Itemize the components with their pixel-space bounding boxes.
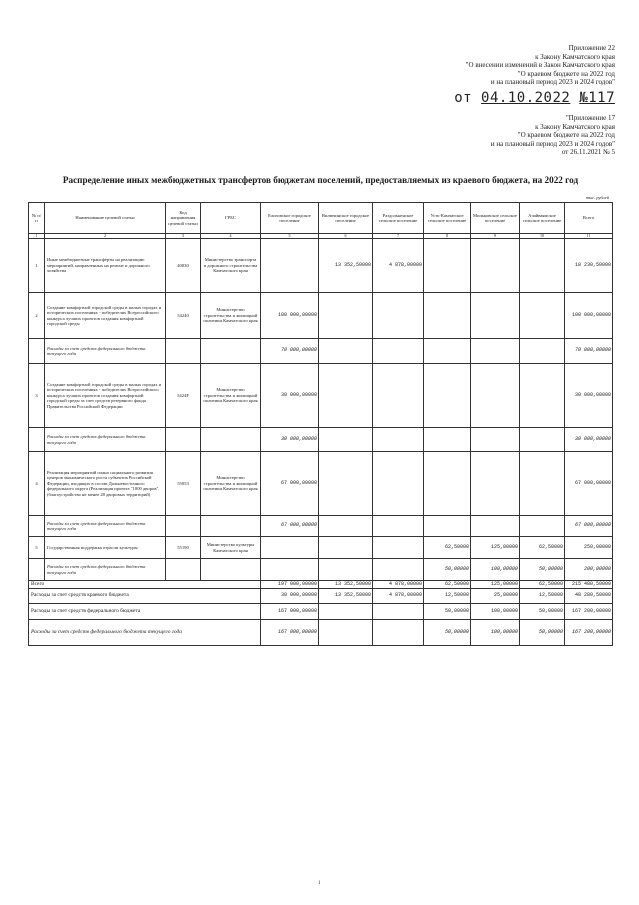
cell-value (520, 452, 565, 516)
cell-value (471, 293, 520, 339)
cell-value (471, 516, 520, 537)
cell-value: 62,50000 (520, 581, 565, 589)
row-code (166, 559, 201, 581)
cell-value (261, 559, 319, 581)
cell-value (373, 452, 424, 516)
cell-value (319, 293, 373, 339)
appendix-header-line: "О внесении изменений в Закон Камчатского края (465, 61, 615, 70)
header-cell: Ачайваямское сельское поселение (520, 203, 565, 234)
column-number: 1 (29, 234, 45, 239)
table-row (29, 239, 613, 293)
row-code: 5424F (166, 364, 201, 428)
appendix-header-line: Приложение 22 (568, 44, 615, 52)
cell-value (319, 537, 373, 559)
cell-value: 100,00000 (471, 559, 520, 581)
cell-value (424, 239, 471, 293)
row-number: 5 (29, 537, 45, 559)
row-name: Создание комфортной городской среды в малых городах и исторических поселениях - победителях Всероссийского конкурса лучших проектов создания комфортной городской среды (45, 293, 166, 339)
cell-value (471, 452, 520, 516)
table-row (29, 537, 613, 559)
cell-value: 62,50000 (424, 581, 471, 589)
cell-value (373, 293, 424, 339)
cell-total: 167 200,00000 (565, 604, 613, 620)
stamp-date: 04.10.2022 (481, 90, 571, 106)
cell-value (520, 239, 565, 293)
row-grbs: Министерство строительства и жилищной политики Камчатского края (201, 293, 261, 339)
row-code: 40030 (166, 239, 201, 293)
row-name: Расходы за счет средств федерального бюджета текущего года (45, 559, 166, 581)
row-grbs: Министерство транспорта и дорожного строительства Камчатского края (201, 239, 261, 293)
cell-value: 167 000,00000 (261, 604, 319, 620)
totals-row (29, 589, 613, 604)
stamp-number: №117 (579, 90, 615, 106)
row-name: Реализация мероприятий плана социального развития центров экономического роста субъектов Российской Федерации, входящих в состав Дальневосточного федерального округа (Реализация проекта "1000 дворов" (благоустройство не менее 28 дворовых территорий) (45, 452, 166, 516)
cell-value: 30 000,00000 (261, 589, 319, 604)
original-header-line: к Закону Камчатского края (535, 122, 615, 131)
cell-total: 30 000,00000 (565, 428, 613, 452)
cell-value: 12,50000 (424, 589, 471, 604)
cell-value (424, 364, 471, 428)
cell-value (424, 516, 471, 537)
cell-value (471, 428, 520, 452)
row-number (29, 559, 45, 581)
cell-value: 13 352,50000 (319, 589, 373, 604)
appendix-header-line: к Закону Камчатского края (535, 52, 615, 61)
cell-value: 13 352,50000 (319, 239, 373, 293)
cell-value: 13 352,50000 (319, 581, 373, 589)
table-subrow (29, 339, 613, 364)
header-cell: Усть-Камчатское сельское поселение (424, 203, 471, 234)
row-code (166, 516, 201, 537)
row-number: 2 (29, 293, 45, 339)
appendix-header-line: и на плановый период 2023 и 2024 годов" (490, 78, 615, 87)
row-code: 55190 (166, 537, 201, 559)
cell-value (520, 516, 565, 537)
totals-row (29, 581, 613, 589)
table-subrow (29, 428, 613, 452)
budget-table (28, 202, 613, 646)
row-name: Расходы за счет средств федерального бюджета текущего года (45, 516, 166, 537)
cell-value (373, 620, 424, 646)
cell-value: 62,50000 (424, 537, 471, 559)
cell-value: 30 000,00000 (261, 364, 319, 428)
cell-value: 50,00000 (424, 620, 471, 646)
cell-value (520, 364, 565, 428)
header-cell: ГРБС (201, 203, 261, 234)
cell-value: 125,00000 (471, 537, 520, 559)
cell-value: 197 000,00000 (261, 581, 319, 589)
row-number (29, 339, 45, 364)
cell-total: 30 000,00000 (565, 364, 613, 428)
cell-value (373, 559, 424, 581)
cell-value (520, 339, 565, 364)
cell-value: 50,00000 (520, 620, 565, 646)
totals-label: Расходы за счет средств краевого бюджета (29, 589, 261, 604)
cell-value (319, 604, 373, 620)
cell-value (319, 452, 373, 516)
column-number: 3 (166, 234, 201, 239)
cell-value: 70 000,00000 (261, 339, 319, 364)
cell-value: 12,50000 (520, 589, 565, 604)
cell-total: 67 000,00000 (565, 516, 613, 537)
cell-value: 100,00000 (471, 604, 520, 620)
row-code: 55053 (166, 452, 201, 516)
header-cell: Всего (565, 203, 613, 234)
cell-total: 200,00000 (565, 559, 613, 581)
row-code (166, 428, 201, 452)
header-cell: Елизовское городское поселение (261, 203, 319, 234)
cell-value: 25,00000 (471, 589, 520, 604)
totals-row (29, 604, 613, 620)
cell-value (319, 559, 373, 581)
page-number: 1 (318, 881, 321, 886)
header-cell: Мильковское сельское поселение (471, 203, 520, 234)
row-number (29, 428, 45, 452)
row-grbs (201, 516, 261, 537)
cell-total: 167 200,00000 (565, 620, 613, 646)
column-number: 8 (424, 234, 471, 239)
cell-value (319, 620, 373, 646)
cell-value (424, 339, 471, 364)
cell-total: 215 480,50000 (565, 581, 613, 589)
row-name: Государственная поддержка отрасли культуры (45, 537, 166, 559)
row-grbs (201, 428, 261, 452)
stamp-prefix: от (454, 90, 473, 106)
cell-value (373, 364, 424, 428)
cell-value (424, 452, 471, 516)
header-cell: Наименование целевой статьи (45, 203, 166, 234)
appendix-header (315, 44, 615, 87)
cell-value: 62,50000 (520, 537, 565, 559)
cell-value: 50,00000 (520, 604, 565, 620)
totals-row (29, 620, 613, 646)
row-grbs (201, 339, 261, 364)
original-header-line: от 26.11.2021 № 5 (561, 148, 615, 157)
row-grbs (201, 559, 261, 581)
table-subrow (29, 559, 613, 581)
row-name: Расходы за счет средств федерального бюджета текущего года (45, 339, 166, 364)
cell-total: 18 230,50000 (565, 239, 613, 293)
totals-label: Расходы за счет средств федерального бюджета текущего года (29, 620, 261, 646)
cell-value: 30 000,00000 (261, 428, 319, 452)
header-cell: Раздольненское сельское поселение (373, 203, 424, 234)
cell-value (319, 428, 373, 452)
cell-value: 67 000,00000 (261, 452, 319, 516)
cell-value (261, 239, 319, 293)
cell-value: 4 878,00000 (373, 239, 424, 293)
cell-value (373, 428, 424, 452)
document-title: Распределение иных межбюджетных трансфертов бюджетам поселений, предоставляемых из краевого бюджета, на 2022 год (62, 175, 579, 185)
column-number: 10 (520, 234, 565, 239)
column-number: 7 (373, 234, 424, 239)
column-number: 2 (45, 234, 166, 239)
row-grbs: Министерство культуры Камчатского края (201, 537, 261, 559)
column-number: 5 (261, 234, 319, 239)
table-subrow (29, 516, 613, 537)
original-header-line: "Приложение 17 (565, 114, 615, 122)
table-header-row (29, 203, 613, 234)
header-cell: № п/п (29, 203, 45, 234)
row-number: 1 (29, 239, 45, 293)
cell-total: 67 000,00000 (565, 452, 613, 516)
cell-value (424, 293, 471, 339)
cell-value: 50,00000 (424, 604, 471, 620)
totals-label: Расходы за счет средств федерального бюджета (29, 604, 261, 620)
cell-value (373, 516, 424, 537)
cell-value (261, 537, 319, 559)
row-grbs: Министерство строительства и жилищной политики Камчатского края (201, 452, 261, 516)
cell-value (520, 293, 565, 339)
cell-value (471, 239, 520, 293)
cell-value: 100 000,00000 (261, 293, 319, 339)
cell-total: 70 000,00000 (565, 339, 613, 364)
column-number: 9 (471, 234, 520, 239)
cell-value: 50,00000 (520, 559, 565, 581)
date-number-stamp (454, 90, 615, 106)
header-cell: Вилючинское городское поселение (319, 203, 373, 234)
totals-label: Всего (29, 581, 261, 589)
original-header-line: и на плановый период 2023 и 2024 годов" (490, 139, 615, 148)
cell-value: 167 000,00000 (261, 620, 319, 646)
column-number: 4 (201, 234, 261, 239)
header-cell: Код направления целевой статьи (166, 203, 201, 234)
original-header-line: "О краевом бюджете на 2022 год (517, 131, 615, 140)
row-name: Расходы за счет средств федерального бюджета текущего года (45, 428, 166, 452)
appendix-header-line: "О краевом бюджете на 2022 год (517, 69, 615, 78)
table-row (29, 364, 613, 428)
cell-value (471, 339, 520, 364)
cell-value: 4 878,00000 (373, 581, 424, 589)
row-name: Создание комфортной городской среды в малых городах и исторических поселениях - победителях Всероссийского конкурса лучших проектов создания комфортной городской среды за счет средств резервного фонда Правительства Российской Федерации (45, 364, 166, 428)
unit-label: тыс. рублей (585, 195, 609, 200)
row-name: Иные межбюджетные трансферты на реализацию мероприятий, направленных на ремонт и дорожного хозяйства (45, 239, 166, 293)
cell-value: 50,00000 (424, 559, 471, 581)
row-grbs: Министерство строительства и жилищной политики Камчатского края (201, 364, 261, 428)
row-number: 3 (29, 364, 45, 428)
cell-value: 100,00000 (471, 620, 520, 646)
table-row (29, 293, 613, 339)
cell-value (471, 364, 520, 428)
cell-value: 125,00000 (471, 581, 520, 589)
row-number: 4 (29, 452, 45, 516)
cell-value: 67 000,00000 (261, 516, 319, 537)
cell-total: 48 280,50000 (565, 589, 613, 604)
row-code: 54240 (166, 293, 201, 339)
cell-value (424, 428, 471, 452)
column-number: 6 (319, 234, 373, 239)
cell-value (319, 339, 373, 364)
cell-value: 4 878,00000 (373, 589, 424, 604)
cell-value (373, 537, 424, 559)
cell-value (373, 604, 424, 620)
table-row (29, 452, 613, 516)
original-appendix-header (355, 114, 615, 157)
column-number: 11 (565, 234, 613, 239)
cell-value (520, 428, 565, 452)
cell-value (373, 339, 424, 364)
cell-value (319, 516, 373, 537)
row-code (166, 339, 201, 364)
row-number (29, 516, 45, 537)
cell-total: 100 000,00000 (565, 293, 613, 339)
cell-value (319, 364, 373, 428)
cell-total: 250,00000 (565, 537, 613, 559)
